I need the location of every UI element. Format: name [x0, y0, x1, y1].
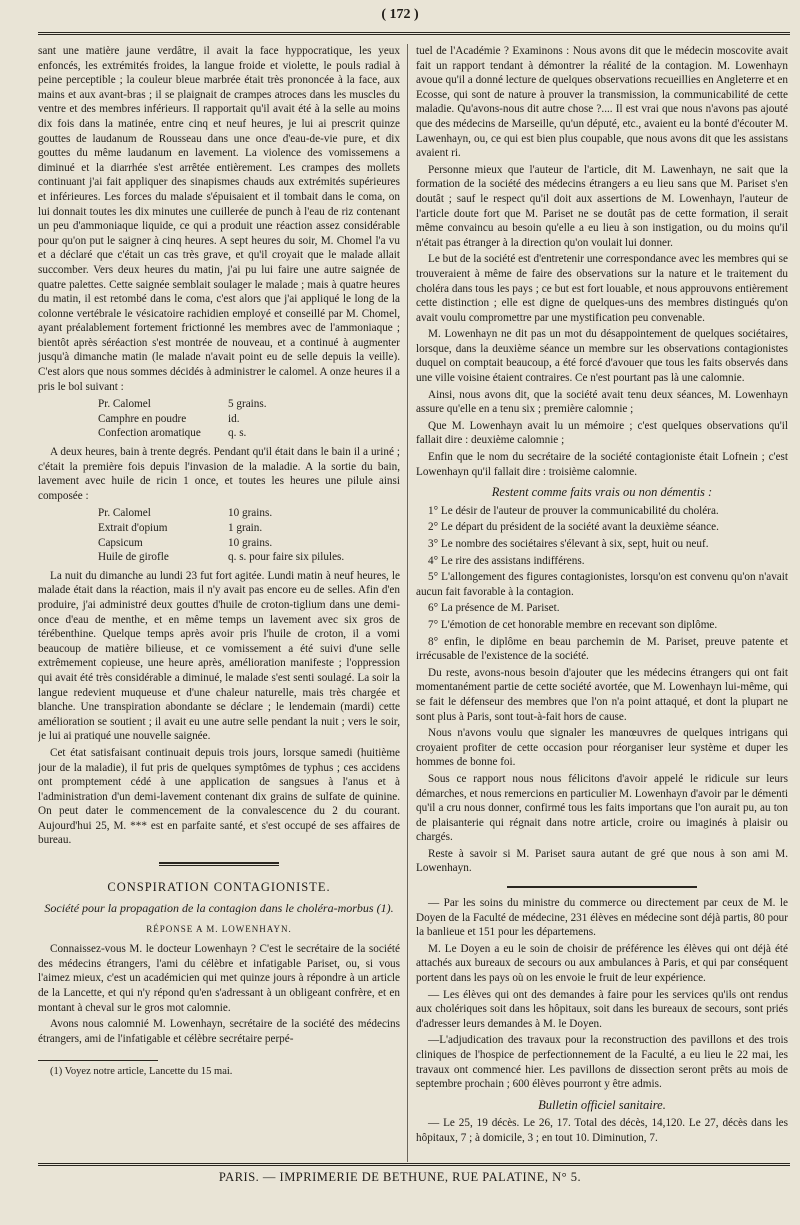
- footnote: (1) Voyez notre article, Lancette du 15 mai.: [50, 1066, 233, 1078]
- drug-name: Extrait d'opium: [98, 522, 168, 534]
- paragraph: Ainsi, nous avons dit, que la société avait tenu deux séances, M. Lowenhayn assure qu'elle en a tenu six ; première calomnie ;: [416, 388, 788, 416]
- prescription-line: [98, 426, 400, 441]
- section-subtitle: Société pour la propagation de la contagion dans le choléra-morbus (1).: [44, 900, 394, 915]
- reply-heading: RÉPONSE A M. LOWENHAYN.: [146, 923, 292, 934]
- drug-name: Huile de girofle: [98, 551, 169, 564]
- list-item: 3° Le nombre des sociétaires s'élevant à six, sept, huit ou neuf.: [428, 538, 709, 550]
- prescription-line: [98, 506, 400, 521]
- paragraph: Cet état satisfaisant continuait depuis trois jours, lorsque samedi (huitième jour de la maladie), il fut pris de quelques symptômes de typhus ; ces accidens ont promptement cédé à une application de sangsues à l'anus et à l'administration d'un demi-lavement contenant dix grains de sulfate de quinine. On peut dater le commencement de la convalescence du 2 du courant. Aujourd'hui 25, M. *** est en parfaite santé, et s'est occupé de ses affaires de bureau.: [38, 746, 400, 847]
- drug-dose: 10 grains.: [228, 536, 273, 549]
- prescription-line: [98, 412, 400, 427]
- prescription-line: [98, 521, 400, 536]
- list-item: 7° L'émotion de cet honorable membre en recevant son diplôme.: [428, 618, 718, 631]
- drug-dose: q. s.: [228, 427, 247, 440]
- ornament-rule: [159, 862, 279, 866]
- italic-heading: Restent comme faits vrais ou non démentis :: [491, 485, 713, 500]
- paragraph: — Le 25, 19 décès. Le 26, 17. Total des décès, 14,120. Le 27, décès dans les hôpitaux, 7 ; à domicile, 3 ; en tout 10. Diminution, 7.: [416, 1117, 788, 1144]
- drug-name: Pr. Calomel: [98, 398, 151, 411]
- page-number: ( 172 ): [381, 7, 419, 22]
- bottom-rule: [38, 1163, 790, 1166]
- prescription-line: [98, 397, 400, 412]
- paragraph: tuel de l'Académie ? Examinons : Nous avons dit que le médecin moscovite avait fait un rapport tendant à démontrer la réalité de la contagion. M. Lowenhayn avoue qu'il a donné lecture de quelques observations recueillies en Angleterre et en Ecosse, qui sont de nature à prouver la transmission, la communicabilité de cette maladie. Qu'avons-nous dit autre chose ?.... Il est vrai que nous n'avons pas ajouté que des médecins de Marseille, qu'un député, etc., avaient eu la bonté d'écouter M. Lawenhayn, ou, ce qui est bien plus coupable, que nous avons dit que les assistans avaient ri.: [416, 45, 788, 160]
- list-item: 2° Le départ du président de la société avant la deuxième séance.: [428, 521, 719, 534]
- footnote-rule: [38, 1060, 158, 1061]
- list-item: 6° La présence de M. Pariset.: [428, 602, 560, 615]
- section-rule: [507, 886, 697, 888]
- drug-name: Camphre en poudre: [98, 412, 187, 425]
- paragraph: Avons nous calomnié M. Lowenhayn, secrétaire de la société des médecins étrangers, ami de l'infatigable et célèbre secrétaire perpé-: [38, 1018, 400, 1045]
- drug-name: Capsicum: [98, 536, 143, 549]
- section-title: CONSPIRATION CONTAGIONISTE.: [107, 880, 331, 895]
- drug-dose: q. s. pour faire six pilules.: [228, 551, 345, 564]
- drug-dose: 5 grains.: [228, 398, 267, 411]
- drug-dose: 10 grains.: [228, 507, 273, 520]
- paragraph: Le but de la société est d'entretenir une correspondance avec les membres qui se trouveraient à même de faire des observations sur la nature et le traitement du choléra dans tous les pays ; ce but est fort louable, et nous approuvons entièrement cette distinction ; elle est digne de quelques-uns des membres distingués qu'on avait voulu compromettre par une mystification peu convenable.: [416, 253, 788, 324]
- paragraph: — Les élèves qui ont des demandes à faire pour les services qu'ils ont rendus aux cholériques soit dans les hôpitaux, soit dans les bureaux de secours, sont priés d'adresser leurs demandes à M. le Doyen.: [416, 988, 788, 1030]
- list-item: 5° L'allongement des figures contagionistes, lorsqu'on est convenu qu'on n'avait aucun fait favorable à la contagion.: [416, 571, 788, 598]
- prescription-line: [98, 536, 400, 551]
- paragraph: Reste à savoir si M. Pariset saura autant de gré que nous à son ami M. Lowenhayn.: [416, 847, 788, 875]
- prescription-2: [98, 506, 400, 564]
- paragraph: Nous n'avons voulu que signaler les manœuvres de quelques intrigans qui croyaient profiter de cette occasion pour réorganiser leur système et duper les hommes de bonne foi.: [416, 727, 788, 769]
- right-column: [416, 44, 788, 1164]
- paragraph: Enfin que le nom du secrétaire de la société contagioniste était Lofnein ; c'est Lowenhayn qu'il fallait dire : troisième calomnie.: [416, 451, 788, 478]
- drug-dose: 1 grain.: [228, 522, 263, 534]
- paragraph: A deux heures, bain à trente degrés. Pendant qu'il était dans le bain il a uriné ; c'était la première fois depuis l'invasion de la maladie. A la sortie du bain, lavement avec huile de ricin 1 once, et toutes les heures une pilule ainsi composée :: [38, 446, 400, 502]
- paragraph: La nuit du dimanche au lundi 23 fut fort agitée. Lundi matin à neuf heures, le malade était dans la réaction, mais il n'y avait pas encore eu de selles. Afin d'en produire, j'ai administré deux gouttes d'huile de croton-tiglium dans une demi-once d'eau de menthe, et en même temps un lavement avec six gros de térébenthine. Quelque temps après avoir pris l'huile de croton, il a vomi beaucoup de matière bilieuse, et ce vomissement a été suivi d'une selle extrêmement copieuse, une heure après, amélioration manifeste ; l'oppression qui avait été très considérable a diminué, le malade s'est senti soulagé. La soir la langue redevient muqueuse et d'une chaleur naturelle, mais très chargée et blanche. Une transpiration abondante se déclare ; le lendemain (mardi) cette amélioration se soutient ; il avait eu une autre selle pendant la nuit ; vers le soir, je lui ai pratiqué une nouvelle saignée.: [38, 569, 400, 743]
- bulletin-heading: Bulletin officiel sanitaire.: [538, 1097, 666, 1112]
- paragraph: M. Lowenhayn ne dit pas un mot du désappointement de quelques sociétaires, lorsque, dans la deuxième séance un membre sur les observations contagionistes duquel on comptait beaucoup, a été forcé d'avouer que tous les faits observés dans une ville voisine étaient contraires. Ce n'est pourtant pas là une calomnie.: [416, 328, 788, 385]
- paragraph: —L'adjudication des travaux pour la reconstruction des pavillons et des trois cliniques de l'hospice de perfectionnement de la Faculté, a eu lieu le 22 mai, les travaux ont commencé hier. Les pavillons de dissection seront prêts au mois de septembre prochain ; 600 élèves pourront y être admis.: [416, 1034, 788, 1091]
- column-divider: [407, 44, 408, 1162]
- top-rule: [38, 32, 790, 35]
- paragraph: sant une matière jaune verdâtre, il avait la face hyppocratique, les yeux enfoncés, les extrémités froides, la langue froide et violette, le pouls radial à peine perceptible ; la couleur bleue marbrée était très prononcée à la face, aux mains et aux avant-bras ; il se plaignait de crampes atroces dans les muscles du ventre et des membres inférieurs. Il rapportait qu'il avait été à la selle au moins dix fois dans la matinée, entre cinq et neuf heures, je lui ai prescrit quinze gouttes de laudanum de Rousseau dans une once d'eau-de-vie pure, et dix gouttes du même laudanum en lavement. La violence des vomissemens a diminué et la diarrhée s'est arrêtée entièrement. Les crampes des mollets continuant j'ai fait appliquer des sinapismes chauds aux extrémités supérieures et inférieures. Les forces du malade s'épuisaient et il tombait dans le coma, on lui donnait toutes les dix minutes une cuillerée de punch à l'eau de riz contenant un peu d'ammoniaque liquide, ce qui a produit une réaction assez considérable pour qu'on put le saigner à cinq heures. A sept heures du soir, M. Chomel l'a vu et a déclaré que c'était un cas très grave, et qu'il croyait que le malade allait succomber. Vers deux heures du matin, j'ai pu lui faire une autre saignée de quatre palettes. Cette saignée semblait soulager le malade ; mais à quatre heures du matin, il est retombé dans le coma, c'est alors que j'ai appliqué le long de la colonne vertébrale le vésicatoire rachidien employé et conseillé par M. Chomel, ayant préalablement fortement frictionné les membres avec de l'ammoniaque ; bientôt après séréaction s'est montrée de nouveau, et a continué à augmenter jusqu'à dimanche matin (le malade n'avait point eu de selle depuis la veille). C'est alors que nous sommes décidés à administrer le calomel. A onze heures il a pris le bol suivant :: [38, 45, 400, 393]
- paragraph: Sous ce rapport nous nous félicitons d'avoir appelé le ridicule sur leurs démarches, et nous remercions en particulier M. Lowenhayn d'avoir par le démenti qu'il a cru nous donner, confirmé tous les faits importans que l'on aurait pu, au ton de plaisanterie qui régnait dans notre article, croire ou imaginés à plaisir ou chargés.: [416, 772, 788, 844]
- drug-dose: id.: [228, 412, 240, 425]
- paragraph: M. Le Doyen a eu le soin de choisir de préférence les élèves qui ont déjà été attachés aux bureaux de secours ou aux ambulances à Paris, et qui par conséquent portent dans les pays où on les envoie le fruit de leur expérience.: [416, 942, 788, 985]
- drug-name: Confection aromatique: [98, 427, 201, 440]
- paragraph: — Par les soins du ministre du commerce ou directement par ceux de M. le Doyen de la Faculté de médecine, 231 élèves en médecine sont déjà partis, 80 pour la banlieue et 151 pour les départemens.: [416, 897, 788, 939]
- printer-imprint: PARIS. — IMPRIMERIE DE BETHUNE, RUE PALATINE, N° 5.: [218, 1170, 582, 1184]
- list-item: 1° Le désir de l'auteur de prouver la communicabilité du choléra.: [428, 504, 719, 517]
- paragraph: Du reste, avons-nous besoin d'ajouter que les médecins étrangers qui ont fait momentanément partie de cette société avortée, que M. Lowenhayn lui-même, qui se fait le défenseur des membres que l'on n'a point attaqué, et dont la plupart ne sont plus à Paris, sont tout-à-fait hors de cause.: [416, 666, 788, 723]
- left-column: [38, 44, 400, 1164]
- paragraph: Connaissez-vous M. le docteur Lowenhayn ? C'est le secrétaire de la société des médecins étrangers, l'ami du célèbre et infatigable Pariset, ou, si vous l'aimez mieux, c'est un académicien qui met quinze jours à répondre à un article de la Lancette, et qui n'y répond qu'en s'adressant à un obligeant confrère, et en montant à cheval sur le gros mot calomnie.: [38, 943, 400, 1014]
- prescription-line: [98, 550, 400, 565]
- list-item: 4° Le rire des assistans indifférens.: [428, 554, 585, 567]
- drug-name: Pr. Calomel: [98, 507, 151, 520]
- paragraph: Que M. Lowenhayn avait lu un mémoire ; c'est quelques observations qu'il fallait dire : deuxième calomnie ;: [416, 419, 788, 447]
- paragraph: Personne mieux que l'auteur de l'article, dit M. Lawenhayn, ne sait que la formation de la société des médecins étrangers a eu lieu sans que M. Pariset s'en doutât ; sauf le respect qu'il doit aux assertions de M. Lowenhayn, l'auteur de l'article doute fort que M. Pariset ne se doutât pas de cette formation, il serait même convaincu au besoin qu'elle a eu lieu à son instigation, ou du moins qu'il n'était pas étranger à la direction qu'on voulait lui donner.: [416, 163, 788, 249]
- prescription-1: [98, 397, 400, 441]
- list-item: 8° enfin, le diplôme en beau parchemin de M. Pariset, preuve patente et irrécusable de l'existence de la société.: [416, 635, 788, 663]
